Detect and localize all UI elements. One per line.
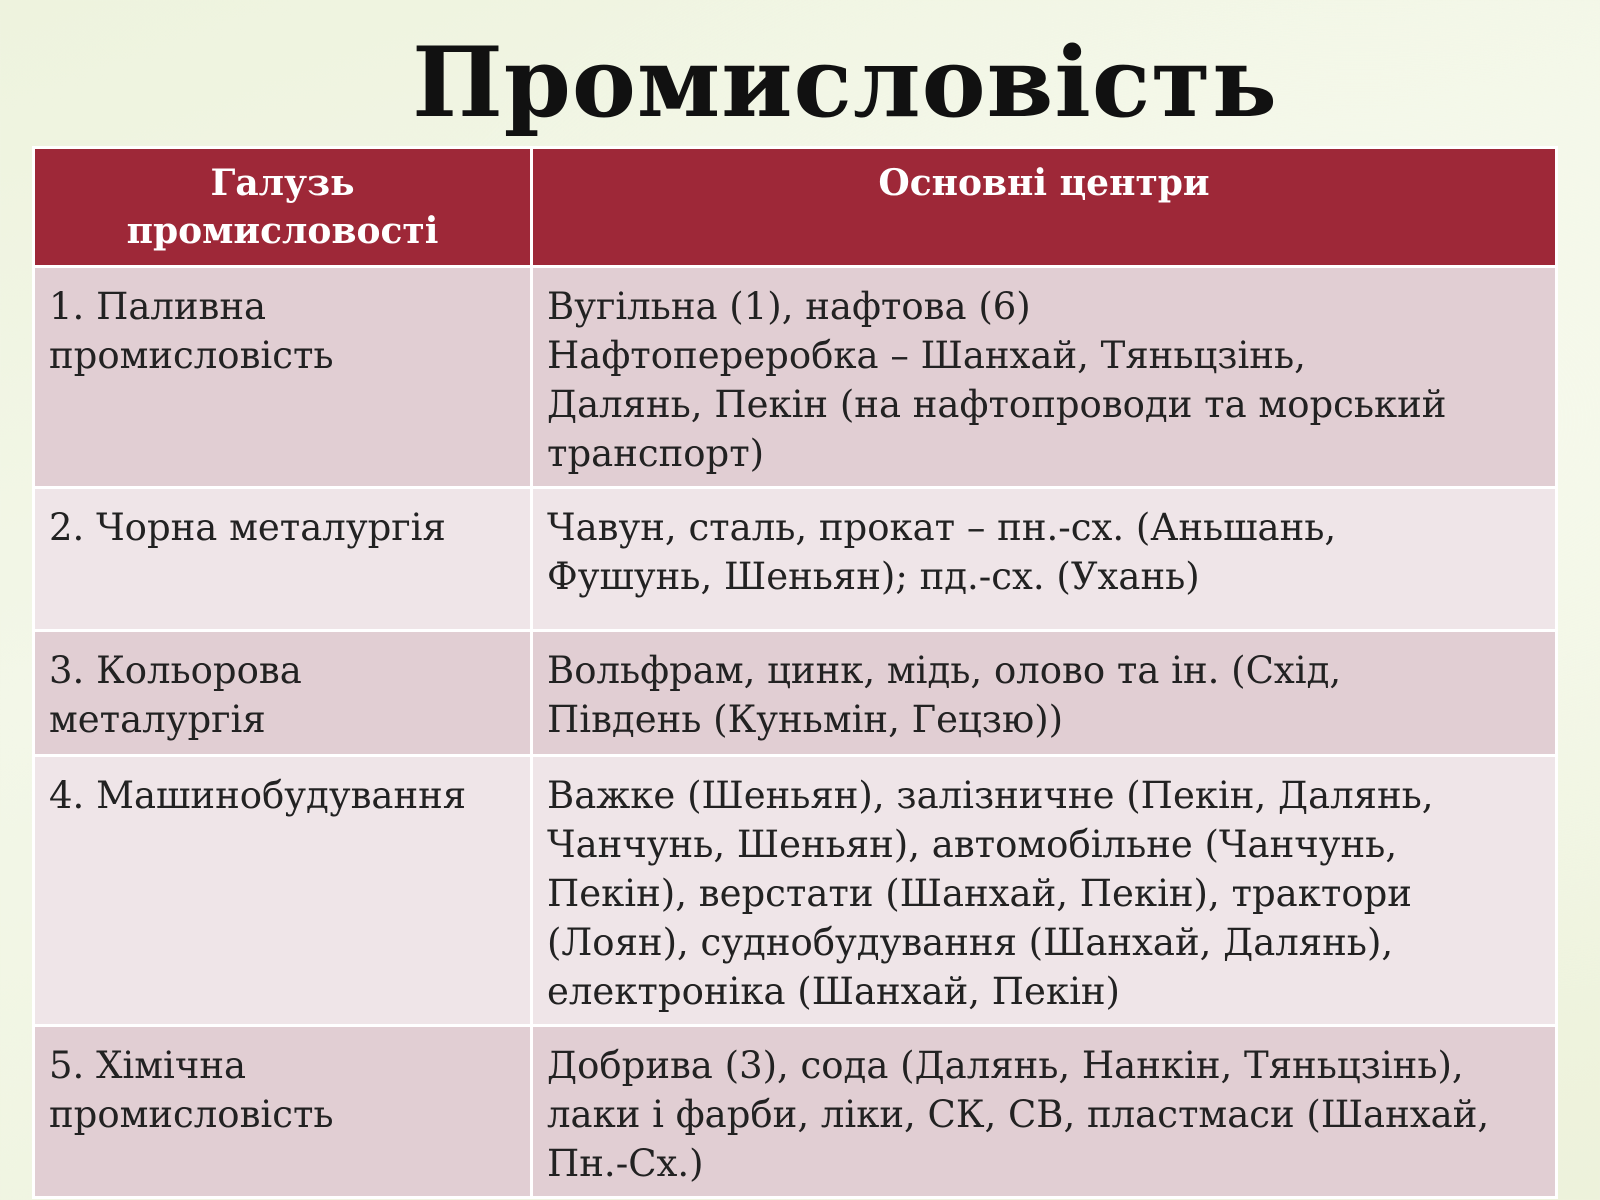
industry-table bbox=[32, 146, 1558, 1199]
header-centers bbox=[532, 148, 1557, 267]
table-row bbox=[34, 1026, 1557, 1198]
branch-line: металургія bbox=[49, 698, 266, 741]
centers-cell bbox=[532, 267, 1557, 488]
table-row bbox=[34, 756, 1557, 1026]
branch-line: 1. Паливна bbox=[49, 285, 267, 328]
centers-line: Чанчунь, Шеньян), автомобільне (Чанчунь, bbox=[547, 823, 1398, 866]
branch-cell bbox=[34, 1026, 532, 1198]
header-branch-line: Галузь bbox=[210, 162, 355, 204]
centers-line: Пекін), верстати (Шанхай, Пекін), трактори bbox=[547, 872, 1412, 915]
branch-line: 3. Кольорова bbox=[49, 649, 302, 692]
table-header-row bbox=[34, 148, 1557, 267]
centers-cell bbox=[532, 756, 1557, 1026]
header-branch-line: промисловості bbox=[126, 210, 439, 252]
centers-line: Фушунь, Шеньян); пд.-сх. (Ухань) bbox=[547, 555, 1200, 598]
centers-line: лаки і фарби, ліки, СК, СВ, пластмаси (Шанхай, bbox=[547, 1093, 1490, 1136]
centers-line: Далянь, Пекін (на нафтопроводи та морський bbox=[547, 383, 1447, 426]
centers-cell bbox=[532, 631, 1557, 756]
centers-cell bbox=[532, 488, 1557, 631]
centers-line: Вугільна (1), нафтова (6) bbox=[547, 285, 1031, 328]
branch-line: 2. Чорна металургія bbox=[49, 506, 446, 549]
branch-line: 5. Хімічна bbox=[49, 1044, 247, 1087]
centers-line: Нафтопереробка – Шанхай, Тяньцзінь, bbox=[547, 334, 1306, 377]
branch-line: промисловість bbox=[49, 1093, 334, 1136]
table-row bbox=[34, 488, 1557, 631]
centers-line: Вольфрам, цинк, мідь, олово та ін. (Схід, bbox=[547, 649, 1342, 692]
centers-line: (Лоян), суднобудування (Шанхай, Далянь), bbox=[547, 921, 1394, 964]
branch-cell bbox=[34, 488, 532, 631]
centers-line: Важке (Шеньян), залізничне (Пекін, Далянь, bbox=[547, 774, 1434, 817]
branch-cell bbox=[34, 631, 532, 756]
centers-line: Чавун, сталь, прокат – пн.-сх. (Аньшань, bbox=[547, 506, 1337, 549]
header-centers-text: Основні центри bbox=[878, 162, 1210, 204]
centers-line: електроніка (Шанхай, Пекін) bbox=[547, 970, 1120, 1013]
branch-line: 4. Машинобудування bbox=[49, 774, 467, 817]
branch-line: промисловість bbox=[49, 334, 334, 377]
branch-cell bbox=[34, 267, 532, 488]
centers-line: Добрива (3), сода (Далянь, Нанкін, Тяньцзінь), bbox=[547, 1044, 1464, 1087]
table-row bbox=[34, 267, 1557, 488]
centers-line: Пн.-Сх.) bbox=[547, 1142, 704, 1185]
slide-title: Промисловість bbox=[412, 26, 1278, 139]
table-row bbox=[34, 631, 1557, 756]
centers-line: Південь (Куньмін, Гецзю)) bbox=[547, 698, 1064, 741]
centers-line: транспорт) bbox=[547, 432, 765, 475]
branch-cell bbox=[34, 756, 532, 1026]
centers-cell bbox=[532, 1026, 1557, 1198]
header-branch bbox=[34, 148, 532, 267]
